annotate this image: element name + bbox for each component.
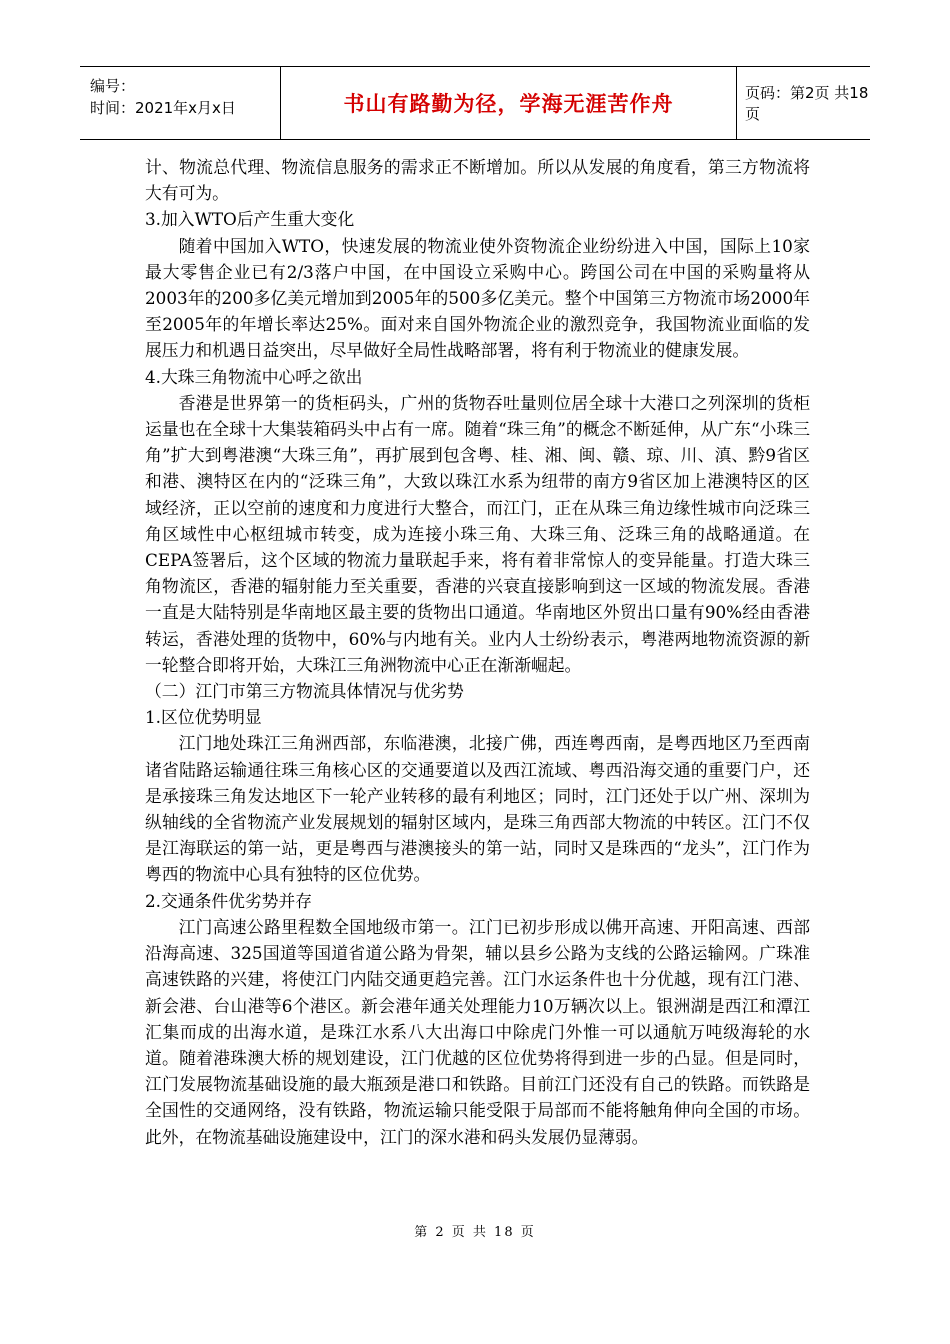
paragraph-wto: 随着中国加入WTO，快速发展的物流业使外资物流企业纷纷进入中国，国际上10家最大零售企业已有2/3落户中国，在中国设立采购中心。跨国公司在中国的采购量将从2003年的200多亿美元增加到2005年的500多亿美元。整个中国第三方物流市场2000年至2005年的年增长率达25%。面对来自国外物流企业的激烈竞争，我国物流业面临的发展压力和机遇日益突出，尽早做好全局性战略部署，将有利于物流业的健康发展。	[145, 235, 810, 361]
document-number: 编号：	[90, 77, 136, 95]
page-header	[80, 66, 870, 140]
header-meta	[80, 67, 280, 139]
header-page-number: 页码：第2页 共18页	[745, 84, 869, 123]
paragraph-transport: 江门高速公路里程数全国地级市第一。江门已初步形成以佛开高速、开阳高速、西部沿海高速、325国道等国道省道公路为骨架，辅以县乡公路为支线的公路运输网。广珠准高速铁路的兴建，将使江门内陆交通更趋完善。江门水运条件也十分优越，现有江门港、新会港、台山港等6个港区。新会港年通关处理能力10万辆次以上。银洲湖是西江和潭江汇集而成的出海水道，是珠江水系八大出海口中除虎门外惟一可以通航万吨级海轮的水道。随着港珠澳大桥的规划建设，江门优越的区位优势将得到进一步的凸显。但是同时，江门发展物流基础设施的最大瓶颈是港口和铁路。目前江门还没有自己的铁路。而铁路是全国性的交通网络，没有铁路，物流运输只能受限于局部而不能将触角伸向全国的市场。此外，在物流基础设施建设中，江门的深水港和码头发展仍显薄弱。	[145, 916, 810, 1147]
header-motto: 书山有路勤为径，学海无涯苦作舟	[280, 67, 737, 139]
heading-pearl-river-delta: 4.大珠三角物流中心呼之欲出	[145, 366, 363, 387]
paragraph-continued: 计、物流总代理、物流信息服务的需求正不断增加。所以从发展的角度看，第三方物流将大有可为。	[145, 157, 810, 204]
heading-section-2: （二）江门市第三方物流具体情况与优劣势	[145, 681, 464, 702]
page-footer: 第 2 页 共 18 页	[414, 1225, 536, 1240]
heading-wto: 3.加入WTO后产生重大变化	[145, 209, 355, 230]
heading-transport: 2.交通条件优劣势并存	[145, 890, 313, 911]
document-body	[145, 154, 810, 1150]
paragraph-location-advantage: 江门地处珠江三角洲西部，东临港澳，北接广佛，西连粤西南，是粤西地区乃至西南诸省陆路运输通往珠三角核心区的交通要道以及西江流域、粤西沿海交通的重要门户，还是承接珠三角发达地区下一轮产业转移的最有利地区；同时，江门还处于以广州、深圳为纵轴线的全省物流产业发展规划的辐射区域内，是珠三角西部大物流的中转区。江门不仅是江海联运的第一站，更是粤西与港澳接头的第一站，同时又是珠西的“龙头”，江门作为粤西的物流中心具有独特的区位优势。	[145, 733, 810, 885]
heading-location-advantage: 1.区位优势明显	[145, 707, 262, 728]
paragraph-pearl-river-delta: 香港是世界第一的货柜码头，广州的货物吞吐量则位居全球十大港口之列深圳的货柜运量也在全球十大集装箱码头中占有一席。随着“珠三角”的概念不断延伸，从广东“小珠三角”扩大到粤港澳“大珠三角”，再扩展到包含粤、桂、湘、闽、赣、琼、川、滇、黔9省区和港、澳特区在内的“泛珠三角”，大致以珠江水系为纽带的南方9省区加上港澳特区的区域经济，正以空前的速度和力度进行大整合，而江门，正在从珠三角边缘性城市向泛珠三角区域性中心枢纽城市转变，成为连接小珠三角、大珠三角、泛珠三角的战略通道。在CEPA签署后，这个区域的物流力量联起手来，将有着非常惊人的变异能量。打造大珠三角物流区，香港的辐射能力至关重要，香港的兴衰直接影响到这一区域的物流发展。香港一直是大陆特别是华南地区最主要的货物出口通道。华南地区外贸出口量有90%经由香港转运，香港处理的货物中，60%与内地有关。业内人士纷纷表示，粤港两地物流资源的新一轮整合即将开始，大珠江三角洲物流中心正在渐渐崛起。	[145, 392, 810, 675]
document-date: 时间：2021年x月x日	[90, 99, 236, 117]
